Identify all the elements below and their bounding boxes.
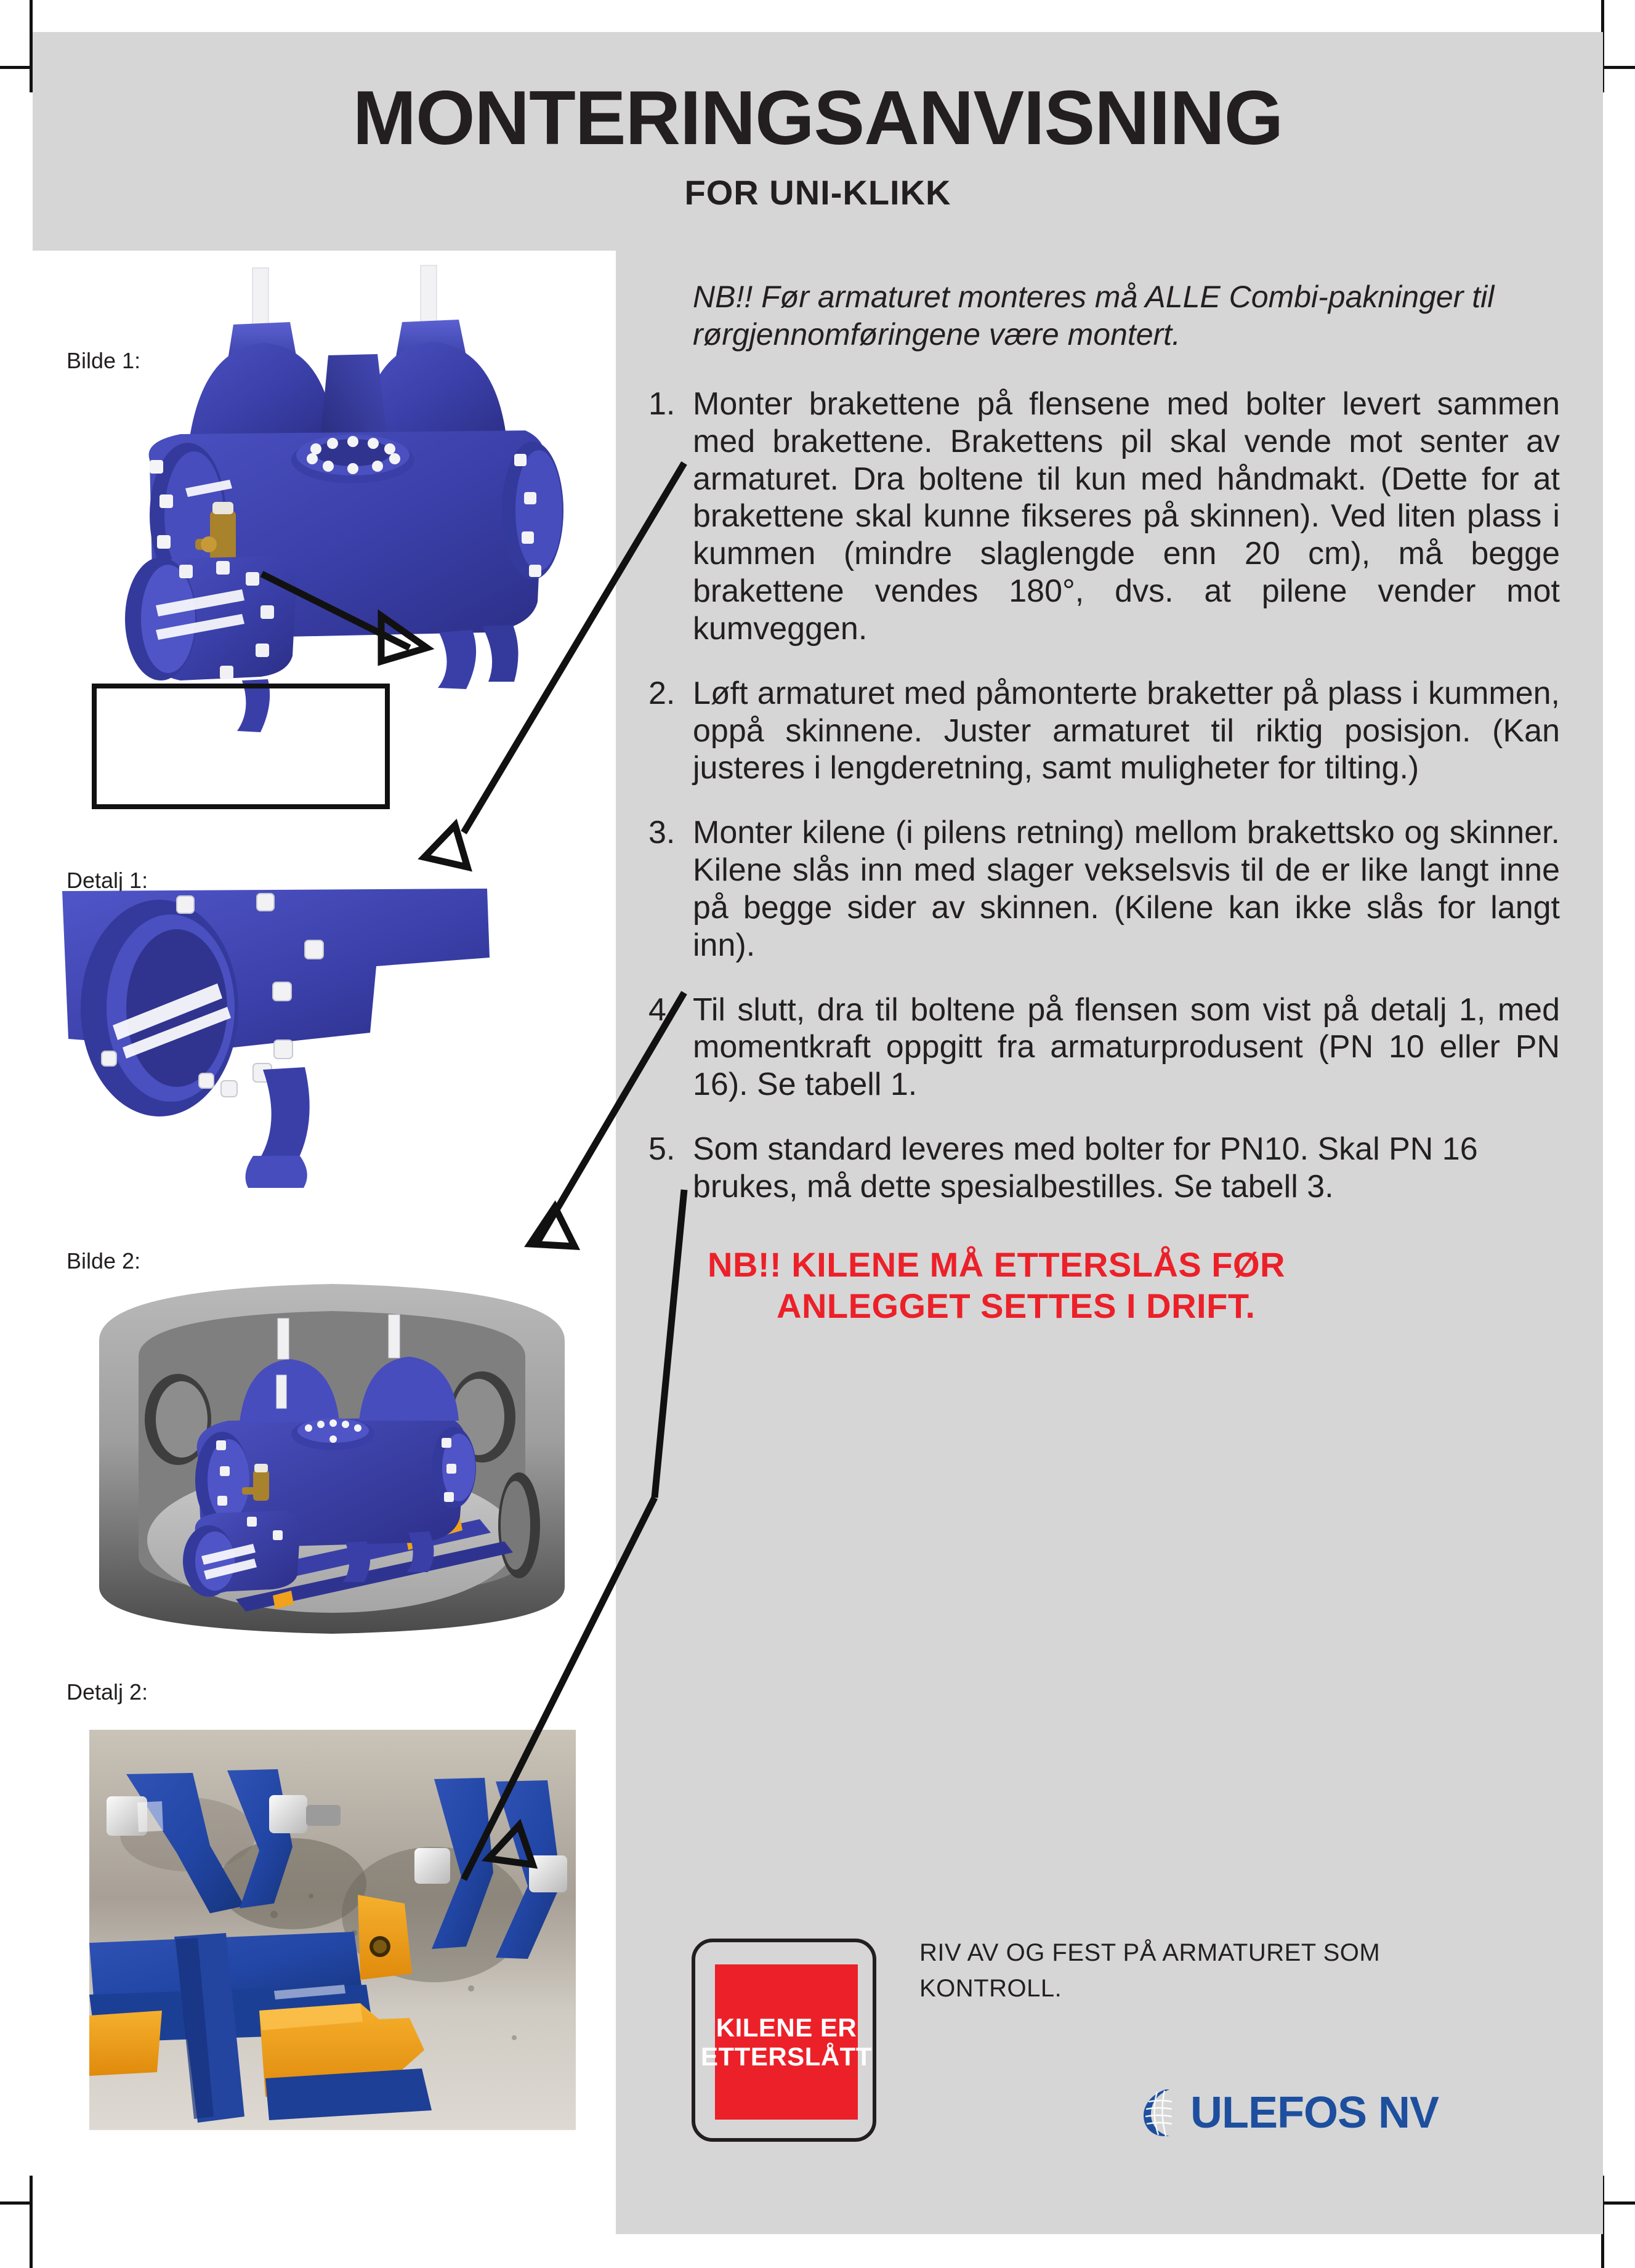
step-text: Løft armaturet med påmonterte braketter på plass i kummen, oppå skinnene. Juster armaturet til riktig posisjon. (Kan justeres i lengderetning, samt muligheter for tilting.) [693, 675, 1560, 786]
ulefos-logo [1141, 2088, 1439, 2138]
step-number: 3. [648, 815, 676, 851]
step-text: Monter brakettene på flensene med bolter levert sammen med brakettene. Brakettens pil skal vende mot senter av armaturet. Dra boltene til kun med håndmakt. (Dette for at brakettene skal kunne fikseres på skinnen). Ved liten plass i kummen (mindre slaglengde enn 20 cm), må begge brakettene vendes 180°, dvs. at pilene vender mot kumveggen. [693, 386, 1560, 647]
step-number: 5. [648, 1131, 676, 1168]
step-number: 1. [648, 386, 676, 422]
document-header [33, 32, 1603, 251]
safety-warning-line-2: ANLEGGET SETTES I DRIFT. [777, 1286, 1256, 1325]
figure-caption-bilde-2: Bilde 2: [67, 1248, 141, 1273]
instruction-step-1 [648, 385, 1560, 648]
illustration-column [33, 251, 616, 2234]
step-text: Til slutt, dra til boltene på flensen som vist på detalj 1, med momentkraft oppgitt fra armaturprodusent (PN 10 eller PN 16). Se tabell 1. [693, 991, 1560, 1103]
sticker-line-1: KILENE ER [716, 2012, 857, 2042]
step-text: Monter kilene (i pilens retning) mellom brakettsko og skinner. Kilene slås inn med slager vekselsvis til de er like langt inne på begge sider av skinnen. (Kilene kan ikke slås for langt inn). [693, 815, 1560, 963]
figure-caption-detalj-1: Detalj 1: [67, 868, 148, 893]
instruction-step-4 [648, 991, 1560, 1104]
figure-caption-bilde-1: Bilde 1: [67, 348, 141, 373]
step-number: 2. [648, 675, 676, 711]
step-text: Som standard leveres med bolter for PN10. Skal PN 16 brukes, må dette spesialbestilles. Se tabell 3. [693, 1131, 1478, 1205]
page-title: MONTERINGSANVISNING [352, 76, 1283, 161]
step-number: 4. [648, 991, 676, 1028]
instructions-column [648, 278, 1560, 1326]
chamber-installation-render [88, 1267, 575, 1642]
figure-caption-detalj-2: Detalj 2: [67, 1679, 148, 1705]
flange-detail-render [56, 885, 524, 1205]
instruction-step-3 [648, 814, 1560, 964]
sticker-line-2: ETTERSLÅTT [701, 2042, 872, 2071]
instruction-step-2 [648, 675, 1560, 787]
safety-warning-line-1: NB!! KILENE MÅ ETTERSLÅS FØR [708, 1245, 1285, 1284]
globe-icon [1141, 2088, 1187, 2137]
wedge-photo [89, 1730, 576, 2130]
valve-assembly-render [57, 257, 612, 756]
detail-highlight-rectangle [92, 684, 390, 809]
logo-wordmark: ULEFOS NV [1190, 2088, 1439, 2137]
safety-warning [708, 1244, 1560, 1326]
tear-off-note: RIV AV OG FEST PÅ ARMATURET SOM KONTROLL. [919, 1939, 1381, 2002]
instruction-step-5 [648, 1131, 1560, 1206]
intro-note: NB!! Før armaturet monteres må ALLE Combi-pakninger til rørgjennomføringene være montert. [693, 280, 1495, 352]
status-badge[interactable] [701, 1964, 872, 2120]
sticker-outline [692, 1939, 876, 2142]
page-subtitle: FOR UNI-KLIKK [684, 173, 951, 212]
page-sheet [33, 32, 1603, 2234]
instruction-steps [648, 385, 1560, 1206]
footer-row [648, 1910, 1572, 2169]
